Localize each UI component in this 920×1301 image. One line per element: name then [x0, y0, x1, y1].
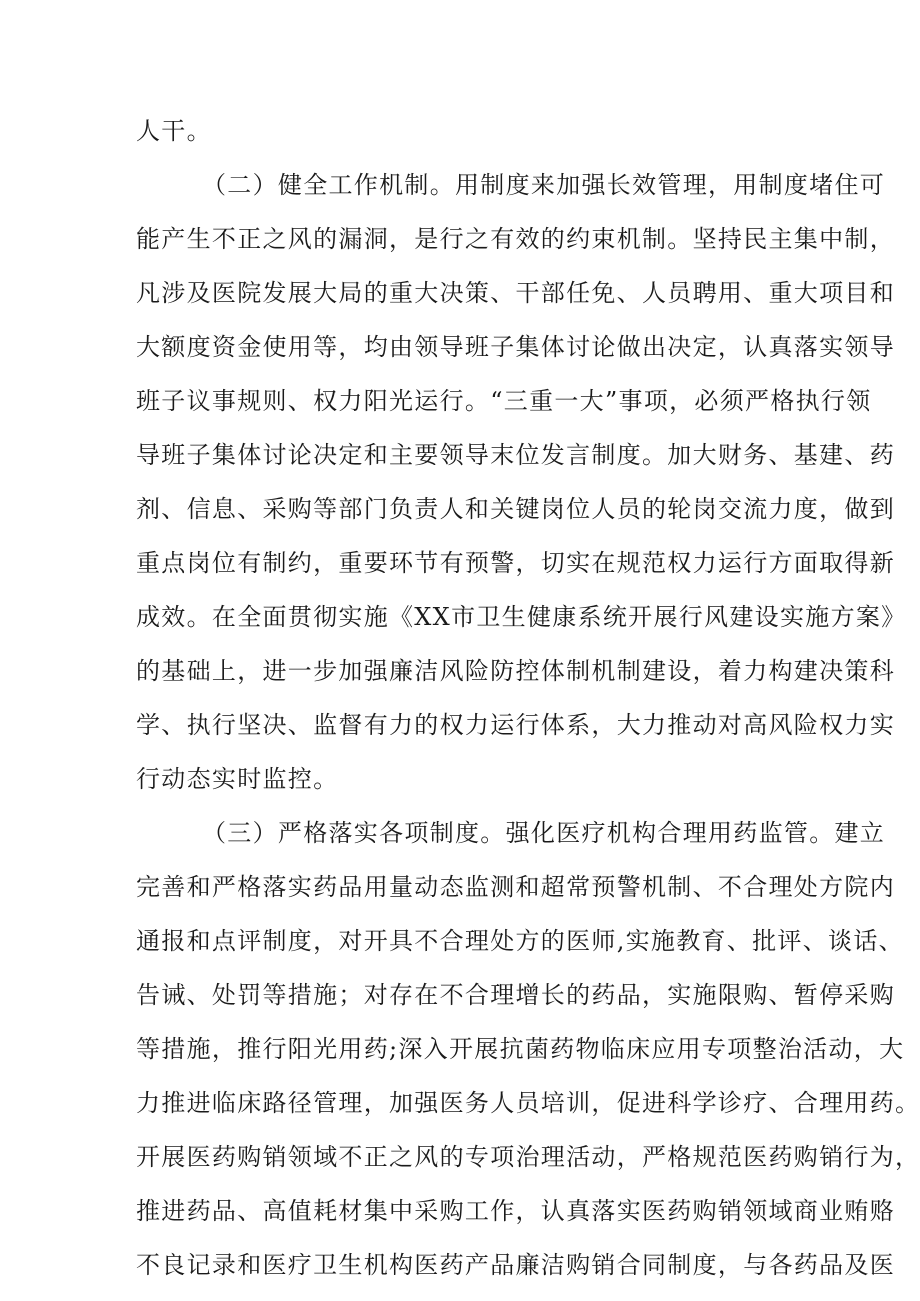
text-line: 重点岗位有制约，重要环节有预警，切实在规范权力运行方面取得新 — [136, 549, 895, 577]
text-line: 班子议事规则、权力阳光运行。“三重一大”事项，必须严格执行领 — [136, 387, 872, 415]
text-line: 告诫、处罚等措施；对存在不合理增长的药品，实施限购、暂停采购 — [136, 981, 895, 1009]
text-line: 力推进临床路径管理，加强医务人员培训，促进科学诊疗、合理用药。 — [136, 1089, 920, 1117]
text-line: 大额度资金使用等，均由领导班子集体讨论做出决定，认真落实领导 — [136, 333, 895, 361]
text-line: 能产生不正之风的漏洞，是行之有效的约束机制。坚持民主集中制， — [136, 225, 895, 253]
text-line: 开展医药购销领域不正之风的专项治理活动，严格规范医药购销行为， — [136, 1143, 920, 1171]
text-line: 成效。在全面贯彻实施《XX市卫生健康系统开展行风建设实施方案》 — [136, 603, 907, 631]
text-line: 等措施，推行阳光用药;深入开展抗菌药物临床应用专项整治活动，大 — [136, 1035, 905, 1063]
paragraph-heading-line: （二）健全工作机制。用制度来加强长效管理，用制度堵住可 — [202, 171, 886, 199]
text-line: 人干。 — [136, 117, 212, 145]
text-line: 通报和点评制度，对开具不合理处方的医师,实施教育、批评、谈话、 — [136, 927, 904, 955]
text-line: 学、执行坚决、监督有力的权力运行体系，大力推动对高风险权力实 — [136, 711, 895, 739]
paragraph-heading-line: （三）严格落实各项制度。强化医疗机构合理用药监管。建立 — [202, 819, 886, 847]
text-line: 推进药品、高值耗材集中采购工作，认真落实医药购销领域商业贿赂 — [136, 1197, 895, 1225]
text-line: 行动态实时监控。 — [136, 765, 339, 793]
text-line: 导班子集体讨论决定和主要领导末位发言制度。加大财务、基建、药 — [136, 441, 895, 469]
text-line: 剂、信息、采购等部门负责人和关键岗位人员的轮岗交流力度，做到 — [136, 495, 895, 523]
text-line: 不良记录和医疗卫生机构医药产品廉洁购销合同制度，与各药品及医 — [136, 1251, 895, 1279]
text-line: 的基础上，进一步加强廉洁风险防控体制机制建设，着力构建决策科 — [136, 657, 895, 685]
text-line: 凡涉及医院发展大局的重大决策、干部任免、人员聘用、重大项目和 — [136, 279, 895, 307]
text-line: 完善和严格落实药品用量动态监测和超常预警机制、不合理处方院内 — [136, 873, 895, 901]
